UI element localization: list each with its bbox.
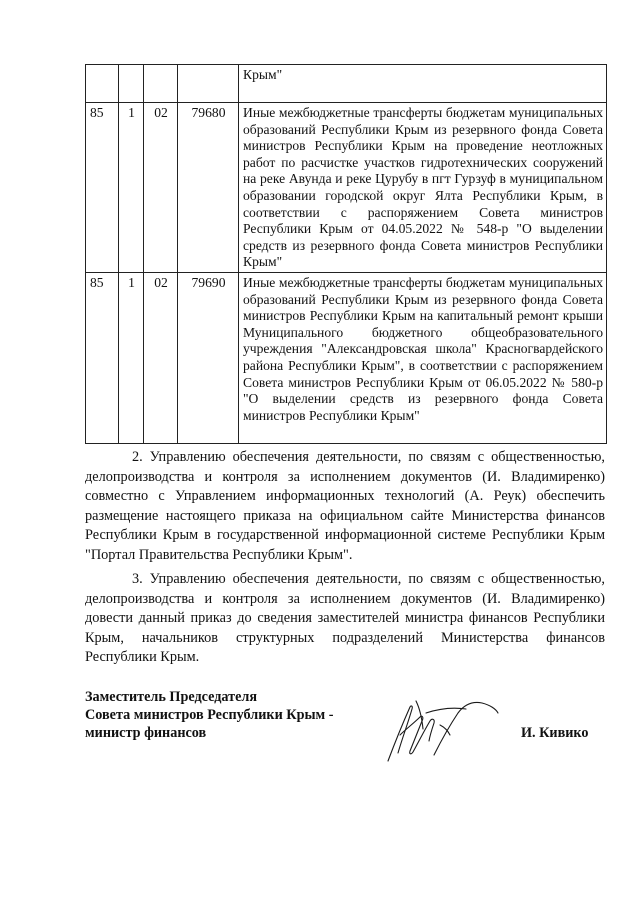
signer-name: И. Кивико [521, 725, 589, 741]
table-row [86, 65, 607, 103]
cell-description: Крым" [239, 65, 607, 103]
cell-code-1 [86, 65, 119, 103]
cell-code-3: 02 [144, 103, 178, 273]
signatory-title-line-1: Заместитель Председателя [85, 689, 258, 705]
cell-code-1: 85 [86, 272, 119, 443]
cell-code-1: 85 [86, 103, 119, 273]
signatory-title-line-2: Совета министров Республики Крым - [85, 707, 334, 723]
cell-code-3 [144, 65, 178, 103]
table-row [86, 103, 607, 273]
signatory-title-line-3: министр финансов [85, 725, 207, 741]
cell-code-2: 1 [119, 103, 144, 273]
cell-code-2 [119, 65, 144, 103]
cell-code-3: 02 [144, 272, 178, 443]
paragraph-2: 2. Управлению обеспечения деятельности, по связям с общественностью, делопроизводства и контроля за исполнением документов (И. Владимиренко) совместно с Управлением информационных технологий (А. Реук) обеспечить размещение настоящего приказа на официальном сайте Министерства финансов Республики Крым в государственной информационной системе Республики Крым "Портал Правительства Республики Крым". [85, 449, 605, 563]
table-row [86, 272, 607, 443]
cell-code-4 [178, 65, 239, 103]
cell-code-4: 79680 [178, 103, 239, 273]
cell-description: Иные межбюджетные трансферты бюджетам муниципальных образований Республики Крым из резервного фонда Совета министров Республики Крым на проведение неотложных работ по расчистке участков гидротехнических сооружений на реке Авунда и реке Цурубу в пгт Гурзуф в муниципальном образовании городской округ Ялта Республики Крым, в соответствии с распоряжением Совета министров Республики Крым от 04.05.2022 № 548-р "О выделении средств из резервного фонда Совета министров Республики Крым" [239, 103, 607, 273]
cell-code-2: 1 [119, 272, 144, 443]
cell-description: Иные межбюджетные трансферты бюджетам муниципальных образований Республики Крым из резервного фонда Совета министров Республики Крым на капитальный ремонт крыши Муниципального бюджетного общеобразовательного учреждения "Александровская школа" Красногвардейского района Республики Крым", в соответствии с распоряжением Совета министров Республики Крым от 06.05.2022 № 580-р "О выделении средств из резервного фонда Совета министров Республики Крым" [239, 272, 607, 443]
cell-code-4: 79690 [178, 272, 239, 443]
signatory-title [85, 688, 333, 742]
handwritten-signature-icon [380, 695, 500, 767]
paragraph-3: 3. Управлению обеспечения деятельности, по связям с общественностью, делопроизводства и контроля за исполнением документов (И. Владимиренко) довести данный приказ до сведения заместителей министра финансов Республики Крым, начальников структурных подразделений Министерства финансов Республики Крым. [85, 571, 605, 666]
budget-table [85, 64, 607, 444]
